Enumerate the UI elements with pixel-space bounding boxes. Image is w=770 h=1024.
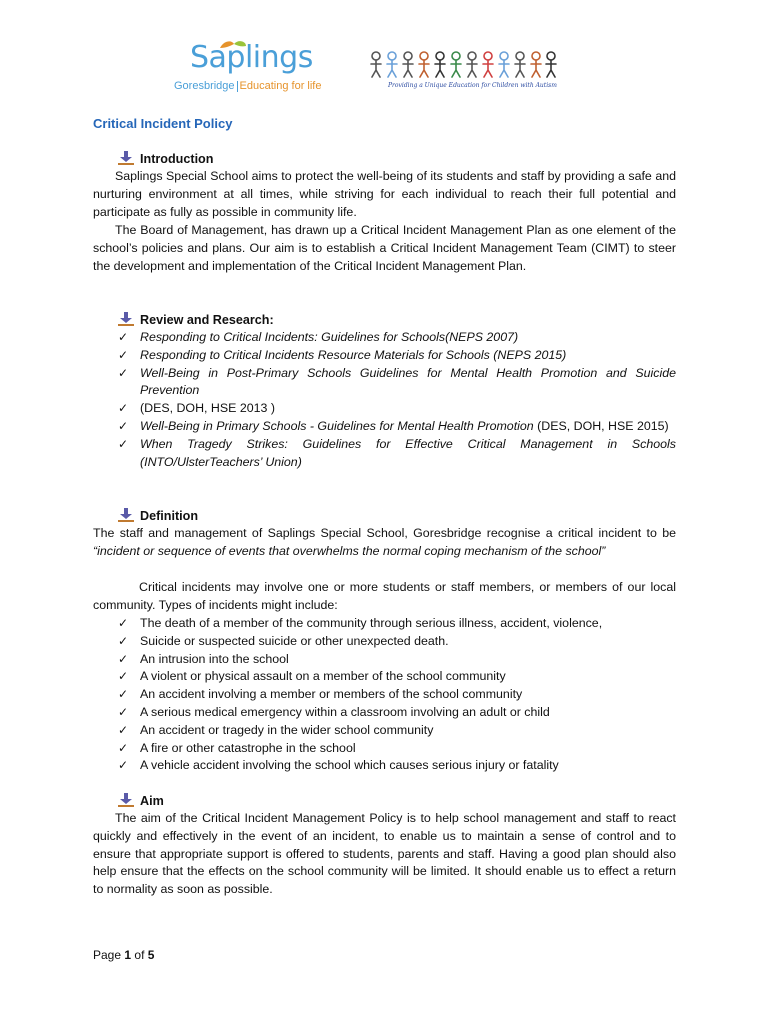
incident-type-item [118,722,676,740]
review-heading [118,311,274,329]
page-label: Page [93,948,122,962]
check-icon: ✓ [118,633,129,648]
check-icon: ✓ [118,704,129,719]
review-item-detail: (DES, DOH, HSE 2015) [533,418,669,433]
incident-type-item [118,740,676,758]
incident-types-list [118,615,676,775]
incident-type-text: A fire or other catastrophe in the school [140,740,356,755]
incident-type-text: An accident involving a member or members of the school community [140,687,523,702]
review-item [118,329,676,347]
review-item [118,418,676,436]
page-total: 5 [147,948,155,962]
incident-type-text: A vehicle accident involving the school which causes serious injury or fatality [140,758,559,773]
incident-type-item [118,686,676,704]
definition-heading [118,507,198,525]
introduction-paragraph-2: The Board of Management, has drawn up a Critical Incident Management Plan as one element of the school’s policies and plans. Our aim is to establish a Critical Incident Management Team (CIMT) to steer the development and implementation of the Critical Incident Management Plan. [93,223,676,273]
incident-type-item [118,668,676,686]
aim-heading [118,792,164,810]
check-icon: ✓ [118,436,129,451]
aim-paragraph: The aim of the Critical Incident Management Policy is to help school management and staff to react quickly and effectively in the event of an incident, to enable us to maintain a sense of control and to ensure that appropriate support is offered to students, parents and staff. Having a good plan should also help ensure that the effects on the school community will be limited. It should enable us to effect a return to normality as soon as possible. [93,811,676,897]
incident-type-text: The death of a member of the community through serious illness, accident, violence, [140,616,603,630]
aim-heading-text: Aim [140,794,164,808]
review-item-detail: (DES, DOH, HSE 2013 ) [140,401,275,416]
review-item-title: Well-Being in Primary Schools - Guidelines for Mental Health Promotion [140,418,534,433]
saplings-place: Goresbridge [174,80,235,92]
children-figures-icon [368,50,558,78]
arrow-bullet-icon [118,312,134,326]
review-item-title: Well-Being in Post-Primary Schools Guidelines for Mental Health Promotion and Suicide Prevention [140,365,676,398]
review-heading-text: Review and Research: [140,313,274,327]
arrow-bullet-icon [118,151,134,165]
page-footer [93,948,154,962]
check-icon: ✓ [118,401,129,416]
incident-type-item [118,704,676,722]
definition-paragraph-2: Critical incidents may involve one or more students or staff members, or members of our local community. Types of incidents might include: [93,580,676,612]
check-icon: ✓ [118,616,129,630]
arrow-bullet-icon [118,508,134,522]
check-icon: ✓ [118,669,129,684]
incident-type-item [118,757,676,775]
check-icon: ✓ [118,330,129,344]
check-icon: ✓ [118,740,129,755]
definition-text: The staff and management of Saplings Special School, Goresbridge recognise a critical incident to be [93,526,676,540]
check-icon: ✓ [118,722,129,737]
saplings-subtitle [174,80,321,92]
incident-type-text: Suicide or suspected suicide or other unexpected death. [140,633,449,648]
check-icon: ✓ [118,651,129,666]
definition-heading-text: Definition [140,509,199,523]
review-item-title: Responding to Critical Incidents Resource Materials for Schools (NEPS 2015) [140,347,567,362]
page-current: 1 [124,948,132,962]
incident-type-text: A serious medical emergency within a classroom involving an adult or child [140,704,550,719]
review-item-title: Responding to Critical Incidents: Guidelines for Schools(NEPS 2007) [140,330,519,344]
saplings-wordmark: Saplings [190,40,313,75]
introduction-heading [118,150,213,168]
incident-type-text: A violent or physical assault on a member of the school community [140,669,506,684]
review-item [118,365,676,401]
introduction-paragraph-1: Saplings Special School aims to protect the well-being of its students and staff by providing a safe and nurturing environment at all times, while striving for each individual to reach their full potential and participate as fully as possible in community life. [93,169,676,219]
check-icon: ✓ [118,347,129,362]
saplings-tagline: Educating for life [239,80,322,92]
definition-paragraph-1 [93,525,676,561]
review-item [118,400,676,418]
check-icon: ✓ [118,365,129,380]
header-logos [168,40,600,98]
introduction-heading-text: Introduction [140,152,214,166]
check-icon: ✓ [118,758,129,773]
children-logo [368,50,558,96]
page-of-label: of [134,948,145,962]
incident-type-text: An intrusion into the school [140,651,289,666]
incident-type-item [118,615,676,633]
review-item [118,436,676,472]
check-icon: ✓ [118,418,129,433]
review-list [118,329,676,471]
incident-type-item [118,651,676,669]
definition-quote: “incident or sequence of events that overwhelms the normal coping mechanism of the school” [93,543,606,558]
check-icon: ✓ [118,687,129,702]
review-item-title: When Tragedy Strikes: Guidelines for Effective Critical Management in Schools (INTO/UlsterTeachers’ Union) [140,436,676,469]
review-item [118,347,676,365]
saplings-logo [168,40,328,98]
incident-type-text: An accident or tragedy in the wider school community [140,722,434,737]
children-logo-caption: Providing a Unique Education for Children with Autism [388,82,557,89]
document-title: Critical Incident Policy [93,116,233,131]
arrow-bullet-icon [118,793,134,807]
incident-type-item [118,633,676,651]
